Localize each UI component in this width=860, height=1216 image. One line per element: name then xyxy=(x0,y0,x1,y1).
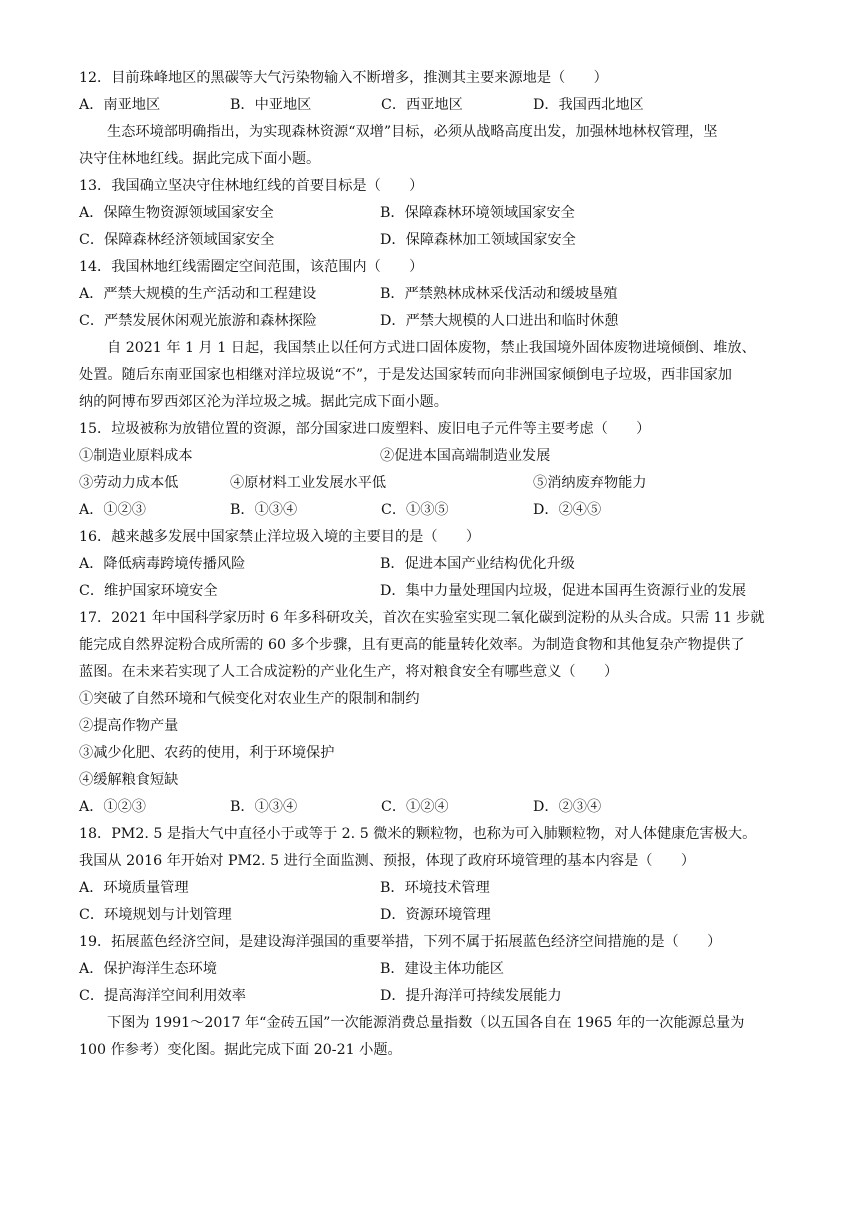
q16-stem: 16．越来越多发展中国家禁止洋垃圾入境的主要目的是（ ） xyxy=(79,529,481,545)
q16-option-a: A．降低病毒跨境传播风险 xyxy=(79,556,246,572)
q14-option-a: A．严禁大规模的生产活动和工程建设 xyxy=(79,286,317,302)
q17-option-d: D．②③④ xyxy=(533,799,602,815)
q17-item-3: ③减少化肥、农药的使用，利于环境保护 xyxy=(79,745,335,761)
q13-option-a: A．保障生物资源领域国家安全 xyxy=(79,205,274,221)
q12-stem: 12．目前珠峰地区的黑碳等大气污染物输入不断增多，推测其主要来源地是（ ） xyxy=(79,70,608,86)
q17-stem-line-2: 能完成自然界淀粉合成所需的 60 多个步骤，且有更高的能量转化效率。为制造食物和其他复杂产物提供了 xyxy=(79,637,745,653)
q15-item-3: ③劳动力成本低 xyxy=(79,475,179,491)
passage2-line-1: 自 2021 年 1 月 1 日起，我国禁止以任何方式进口固体废物，禁止我国境外固体废物进境倾倒、堆放、 xyxy=(107,340,756,356)
q15-item-4: ④原材料工业发展水平低 xyxy=(230,475,387,491)
q14-stem: 14．我国林地红线需圈定空间范围，该范围内（ ） xyxy=(79,259,424,275)
q16-option-c: C．维护国家环境安全 xyxy=(79,583,218,599)
q15-stem: 15．垃圾被称为放错位置的资源，部分国家进口废塑料、废旧电子元件等主要考虑（ ） xyxy=(79,421,651,437)
q14-option-c: C．严禁发展休闲观光旅游和森林探险 xyxy=(79,313,317,329)
q17-item-2: ②提高作物产量 xyxy=(79,718,179,734)
q15-item-1: ①制造业原料成本 xyxy=(79,448,193,464)
passage2-line-3: 纳的阿博布罗西郊区沦为洋垃圾之城。据此完成下面小题。 xyxy=(79,394,448,410)
q12-option-c: C．西亚地区 xyxy=(381,97,463,113)
q15-option-d: D．②④⑤ xyxy=(533,502,602,518)
q16-option-b: B．促进本国产业结构优化升级 xyxy=(380,556,575,572)
q15-item-2: ②促进本国高端制造业发展 xyxy=(380,448,551,464)
q19-option-a: A．保护海洋生态环境 xyxy=(79,961,217,977)
q12-option-d: D．我国西北地区 xyxy=(533,97,644,113)
q17-item-1: ①突破了自然环境和气候变化对农业生产的限制和制约 xyxy=(79,691,420,707)
passage3-line-1: 下图为 1991～2017 年“金砖五国”一次能源消费总量指数（以五国各自在 1965 年的一次能源总量为 xyxy=(107,1015,745,1031)
passage1-line-1: 生态环境部明确指出，为实现森林资源“双增”目标，必须从战略高度出发，加强林地林权管理，坚 xyxy=(107,124,718,140)
q15-option-a: A．①②③ xyxy=(79,502,146,518)
passage1-line-2: 决守住林地红线。据此完成下面小题。 xyxy=(79,151,321,167)
q13-option-c: C．保障森林经济领域国家安全 xyxy=(79,232,275,248)
q18-option-b: B．环境技术管理 xyxy=(380,880,490,896)
q18-option-d: D．资源环境管理 xyxy=(380,907,491,923)
q17-item-4: ④缓解粮食短缺 xyxy=(79,772,179,788)
q18-option-c: C．环境规划与计划管理 xyxy=(79,907,232,923)
q19-option-c: C．提高海洋空间利用效率 xyxy=(79,988,246,1004)
q13-option-d: D．保障森林加工领域国家安全 xyxy=(380,232,576,248)
q13-stem: 13．我国确立坚决守住林地红线的首要目标是（ ） xyxy=(79,178,424,194)
q19-option-d: D．提升海洋可持续发展能力 xyxy=(380,988,562,1004)
q17-stem-line-3: 蓝图。在未来若实现了人工合成淀粉的产业化生产，将对粮食安全有哪些意义（ ） xyxy=(79,664,619,680)
q17-stem-line-1: 17．2021 年中国科学家历时 6 年多科研攻关，首次在实验室实现二氧化碳到淀粉的从头合成。只需 11 步就 xyxy=(79,610,765,626)
q14-option-b: B．严禁熟林成林采伐活动和缓坡垦殖 xyxy=(380,286,618,302)
q17-option-a: A．①②③ xyxy=(79,799,146,815)
q13-option-b: B．保障森林环境领域国家安全 xyxy=(380,205,575,221)
q19-stem: 19．拓展蓝色经济空间，是建设海洋强国的重要举措，下列不属于拓展蓝色经济空间措施的是（ ） xyxy=(79,934,722,950)
q19-option-b: B．建设主体功能区 xyxy=(380,961,504,977)
q18-option-a: A．环境质量管理 xyxy=(79,880,189,896)
q17-option-b: B．①③④ xyxy=(230,799,298,815)
q12-option-b: B．中亚地区 xyxy=(230,97,312,113)
passage3-line-2: 100 作参考）变化图。据此完成下面 20-21 小题。 xyxy=(79,1042,402,1058)
q16-option-d: D．集中力量处理国内垃圾，促进本国再生资源行业的发展 xyxy=(380,583,747,599)
q15-option-c: C．①③⑤ xyxy=(381,502,449,518)
q15-item-5: ⑤消纳废弃物能力 xyxy=(533,475,647,491)
passage2-line-2: 处置。随后东南亚国家也相继对洋垃圾说“不”，于是发达国家转而向非洲国家倾倒电子垃圾，西非国家加 xyxy=(79,367,732,383)
q14-option-d: D．严禁大规模的人口进出和临时休憩 xyxy=(380,313,619,329)
q17-option-c: C．①②④ xyxy=(381,799,449,815)
q12-option-a: A．南亚地区 xyxy=(79,97,161,113)
q15-option-b: B．①③④ xyxy=(230,502,298,518)
q18-stem-line-2: 我国从 2016 年开始对 PM2. 5 进行全面监测、预报，体现了政府环境管理的基本内容是（ ） xyxy=(79,853,696,869)
q18-stem-line-1: 18．PM2. 5 是指大气中直径小于或等于 2. 5 微米的颗粒物，也称为可入肺颗粒物，对人体健康危害极大。 xyxy=(79,826,757,842)
